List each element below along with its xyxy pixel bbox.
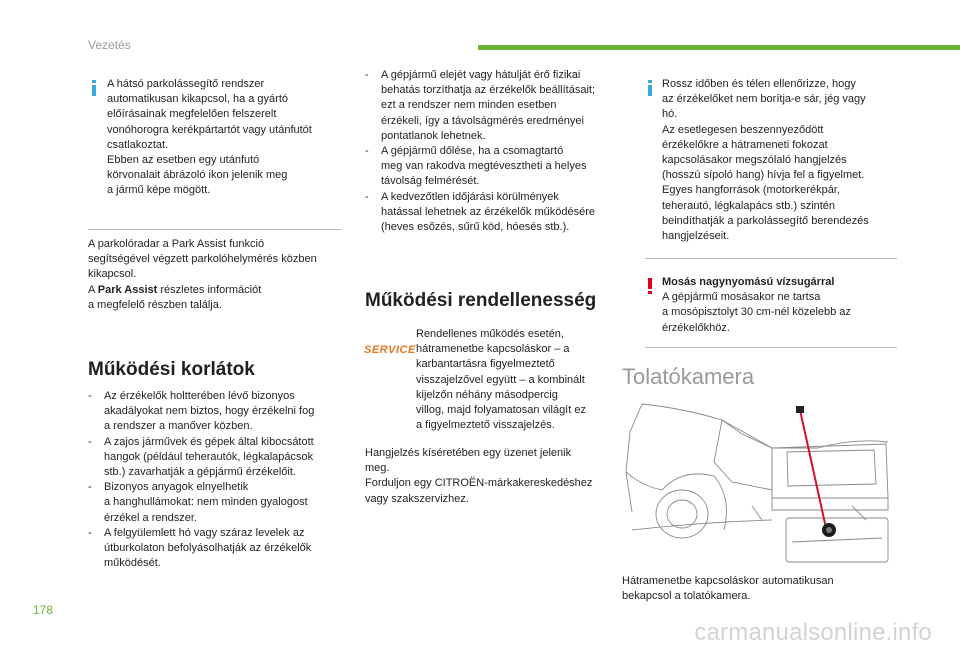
paragraph-line: karbantartásra figyelmeztető xyxy=(416,358,555,371)
list-line: - Bizonyos anyagok elnyelhetik xyxy=(104,481,249,494)
info-line: érzékelőkre a hátrameneti fokozat xyxy=(662,138,828,151)
warning-title: Mosás nagynyomású vízsugárral xyxy=(662,276,835,288)
list-line: a rendszer a manőver közben. xyxy=(104,420,253,433)
list-line: - A felgyülemlett hó vagy száraz levelek az xyxy=(104,526,305,539)
paragraph-line: segítségével végzett parkolóhelymérés közben xyxy=(88,253,317,266)
list-item xyxy=(88,389,348,435)
info-line: csatlakoztat. xyxy=(107,138,169,151)
info-line: körvonalait ábrázoló ikon jelenik meg xyxy=(107,169,288,182)
divider xyxy=(645,258,897,259)
watermark: carmanualsonline.info xyxy=(694,619,932,646)
list-line: meg van rakodva megtévesztheti a helyes xyxy=(381,160,587,173)
info-line: beindíthatják a parkolássegítő berendezés xyxy=(662,214,869,227)
warning-box-washing xyxy=(662,275,897,336)
list-line: a hanghullámokat: nem minden gyalogost xyxy=(104,496,308,509)
list-item xyxy=(88,480,348,526)
warning-line: érzékelőkhöz. xyxy=(662,321,730,334)
list-line: működését. xyxy=(104,557,161,570)
info-line: Ebben az esetben egy utánfutó xyxy=(107,154,260,167)
malfunction-heading: Működési rendellenesség xyxy=(365,290,597,311)
paragraph-line: Rendellenes működés esetén, xyxy=(416,328,564,340)
info-line: A hátsó parkolássegítő rendszer xyxy=(107,78,265,90)
list-item xyxy=(365,144,625,190)
page-number: 178 xyxy=(33,603,54,617)
beep-paragraph xyxy=(365,446,625,507)
paragraph-line: meg. xyxy=(365,462,390,475)
paragraph-line: a figyelmeztető visszajelzés. xyxy=(416,419,555,432)
car-rear-drawing xyxy=(622,402,894,564)
info-line: hó. xyxy=(662,108,678,121)
paragraph-line: hátramenetbe kapcsoláskor – a xyxy=(416,343,570,356)
list-item xyxy=(365,68,625,144)
info-line: a jármű képe mögött. xyxy=(107,184,211,197)
paragraph-line: vagy szakszervizhez. xyxy=(365,492,469,505)
info-line: Egyes hangforrások (motorkerékpár, xyxy=(662,184,840,197)
list-line: behatás torzíthatja az érzékelők beállításait; xyxy=(381,84,596,97)
info-line: Rossz időben és télen ellenőrizze, hogy xyxy=(662,78,856,90)
conditions-list xyxy=(365,68,625,235)
camera-caption xyxy=(622,574,894,604)
list-line: stb.) zavarhatják a gépjármű érzékelőit. xyxy=(104,466,296,479)
list-line: - Az érzékelők holtterében lévő bizonyos xyxy=(104,390,295,402)
list-line: (heves esőzés, sűrű köd, hóesés stb.). xyxy=(381,221,570,234)
list-line: érzékeli, így a távolságmérés eredményei xyxy=(381,114,584,127)
list-line: hangok (például teherautók, légkalapácsok xyxy=(104,450,314,463)
info-box-trailer xyxy=(107,77,342,199)
text-prefix: A xyxy=(88,283,98,296)
paragraph-line: kikapcsol. xyxy=(88,268,137,281)
paragraph-line: kijelzőn néhány másodpercig xyxy=(416,388,558,401)
warning-line: A gépjármű mosásakor ne tartsa xyxy=(662,291,821,304)
paragraph-line: Forduljon egy CITROËN-márkakereskedéshez xyxy=(365,477,593,490)
list-line: érzékel a rendszer. xyxy=(104,511,197,524)
list-line: ezt a rendszer nem minden esetben xyxy=(381,99,557,112)
service-warning-icon: SERVICE xyxy=(364,344,416,356)
list-line: - A zajos járművek és gépek által kibocsátott xyxy=(104,435,314,448)
info-line: hangjelzéseit. xyxy=(662,230,730,243)
caption-line: Hátramenetbe kapcsoláskor automatikusan xyxy=(622,575,834,587)
list-line: - A kedvezőtlen időjárási körülmények xyxy=(381,190,559,203)
warning-icon xyxy=(648,278,652,292)
info-line: kapcsolásakor megszólaló hangjelzés xyxy=(662,154,847,167)
limits-heading: Működési korlátok xyxy=(88,359,255,380)
list-line: hatással lehetnek az érzékelők működésére xyxy=(381,205,596,218)
limits-list xyxy=(88,389,348,571)
section-label: Vezetés xyxy=(88,38,131,52)
list-line: pontatlanok lehetnek. xyxy=(381,129,486,142)
caption-line: bekapcsol a tolatókamera. xyxy=(622,590,751,603)
list-item xyxy=(88,435,348,481)
paragraph-line xyxy=(88,283,343,298)
rear-camera-illustration xyxy=(622,402,894,564)
list-line: távolság felmérését. xyxy=(381,175,480,188)
text-rest: részletes információt xyxy=(157,283,262,296)
paragraph-line: A parkolóradar a Park Assist funkció xyxy=(88,238,265,250)
paragraph-line: a megfelelő részben találja. xyxy=(88,298,222,311)
camera-heading: Tolatókamera xyxy=(622,364,755,389)
list-line: akadályokat nem biztos, hogy érzékelni fog xyxy=(104,405,315,418)
list-line: - A gépjármű elejét vagy hátulját érő fizikai xyxy=(381,69,581,81)
paragraph-line: villog, majd folyamatosan világít ez xyxy=(416,404,586,417)
park-assist-paragraph xyxy=(88,237,343,313)
info-icon xyxy=(92,80,96,94)
paragraph-line: visszajelzővel együtt – a kombinált xyxy=(416,373,585,386)
info-line: Az esetlegesen beszennyeződött xyxy=(662,123,824,136)
info-line: az érzékelőket nem borítja-e sár, jég vagy xyxy=(662,93,866,106)
camera-marker-top xyxy=(796,406,804,413)
info-line: automatikusan kikapcsol, ha a gyártó xyxy=(107,93,288,106)
info-icon xyxy=(648,80,652,94)
list-line: - A gépjármű dőlése, ha a csomagtartó xyxy=(381,145,564,158)
info-box-weather xyxy=(662,77,897,244)
info-line: vonóhorogra kerékpártartót vagy utánfutót xyxy=(107,123,312,136)
info-line: teherautó, légkalapács stb.) szintén xyxy=(662,199,836,212)
paragraph-line: Hangjelzés kíséretében egy üzenet jelenik xyxy=(365,447,572,459)
info-line: (hosszú sípoló hang) hívja fel a figyelmet. xyxy=(662,169,865,182)
park-assist-term: Park Assist xyxy=(97,283,158,296)
list-item xyxy=(88,526,348,572)
list-item xyxy=(365,190,625,236)
divider xyxy=(645,347,897,348)
divider xyxy=(88,229,341,230)
header-accent-bar xyxy=(478,45,960,50)
warning-line: a mosópisztolyt 30 cm-nél közelebb az xyxy=(662,306,851,319)
list-line: útburkolaton befolyásolhatják az érzékelők xyxy=(104,542,312,555)
malfunction-paragraph xyxy=(416,327,616,433)
info-line: előírásainak megfelelően felszerelt xyxy=(107,108,277,121)
